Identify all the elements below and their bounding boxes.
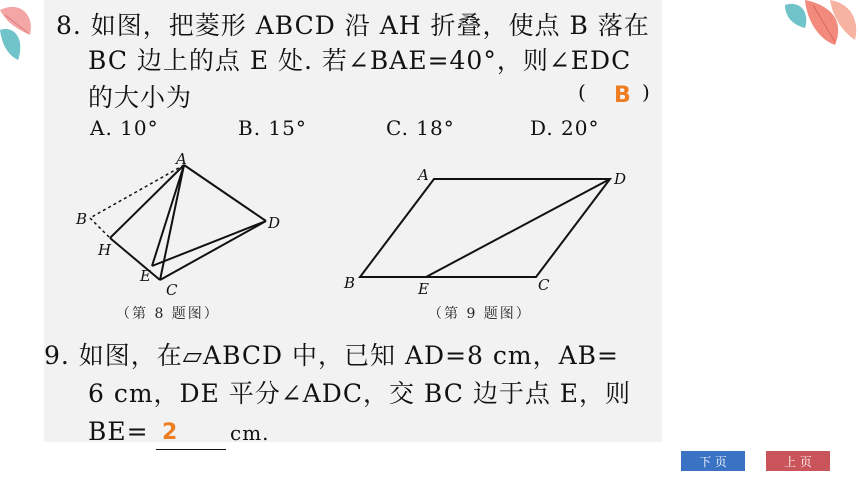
fig8-dashed-BH	[90, 218, 110, 238]
fig9-edge-ED	[426, 179, 610, 277]
fig8-edge-DC	[160, 221, 266, 280]
q8-answer: B	[614, 83, 631, 108]
q8-paren-open: (	[578, 80, 587, 104]
fig9-caption: （第 9 题图）	[428, 306, 532, 322]
fig8-label-A: A	[176, 150, 187, 168]
fig9-label-C: C	[538, 276, 550, 294]
fig9-label-D: D	[614, 170, 627, 188]
q8-line1: 8. 如图，把菱形 ABCD 沿 AH 折叠，使点 B 落在	[56, 11, 650, 40]
q9-answer: 2	[162, 420, 178, 445]
q9-unit: cm.	[230, 421, 270, 445]
fig8-label-C: C	[166, 281, 178, 299]
fig8-edge-AD	[184, 165, 266, 221]
fig9-label-B: B	[344, 274, 356, 292]
fig8-edge-HC	[110, 238, 160, 280]
prev-page-button[interactable]: 上 页	[766, 451, 830, 471]
fig8-edge-AC	[160, 165, 184, 280]
q8-line2: BC 边上的点 E 处. 若∠BAE=40°，则∠EDC	[88, 46, 632, 75]
fig8-label-H: H	[98, 241, 112, 259]
q9-be-prefix: BE=	[88, 417, 149, 446]
q9-line1: 9. 如图，在▱ABCD 中，已知 AD=8 cm，AB=	[44, 341, 619, 370]
fig9-label-A: A	[418, 166, 429, 184]
figure-8-diagram	[70, 148, 295, 308]
q9-line2: 6 cm，DE 平分∠ADC，交 BC 边于点 E，则	[88, 379, 632, 408]
q8-option-c: C. 18°	[386, 116, 455, 140]
fig8-caption: （第 8 题图）	[116, 306, 220, 322]
q9-answer-blank	[156, 449, 226, 450]
q8-option-b: B. 15°	[238, 116, 307, 140]
next-page-button[interactable]: 下 页	[681, 451, 745, 471]
fig8-label-B: B	[76, 210, 88, 228]
figure-9-diagram	[330, 160, 650, 300]
fig8-label-E: E	[140, 267, 151, 285]
q8-line3: 的大小为	[88, 83, 193, 112]
q8-option-a: A. 10°	[90, 116, 159, 140]
fig8-edge-ED	[152, 221, 266, 266]
fig8-label-D: D	[268, 214, 281, 232]
leaf-decoration-right	[735, 0, 860, 60]
q8-paren-close: )	[642, 80, 651, 104]
fig9-label-E: E	[418, 280, 429, 298]
q8-option-d: D. 20°	[530, 116, 600, 140]
fig9-parallelogram	[360, 179, 610, 277]
